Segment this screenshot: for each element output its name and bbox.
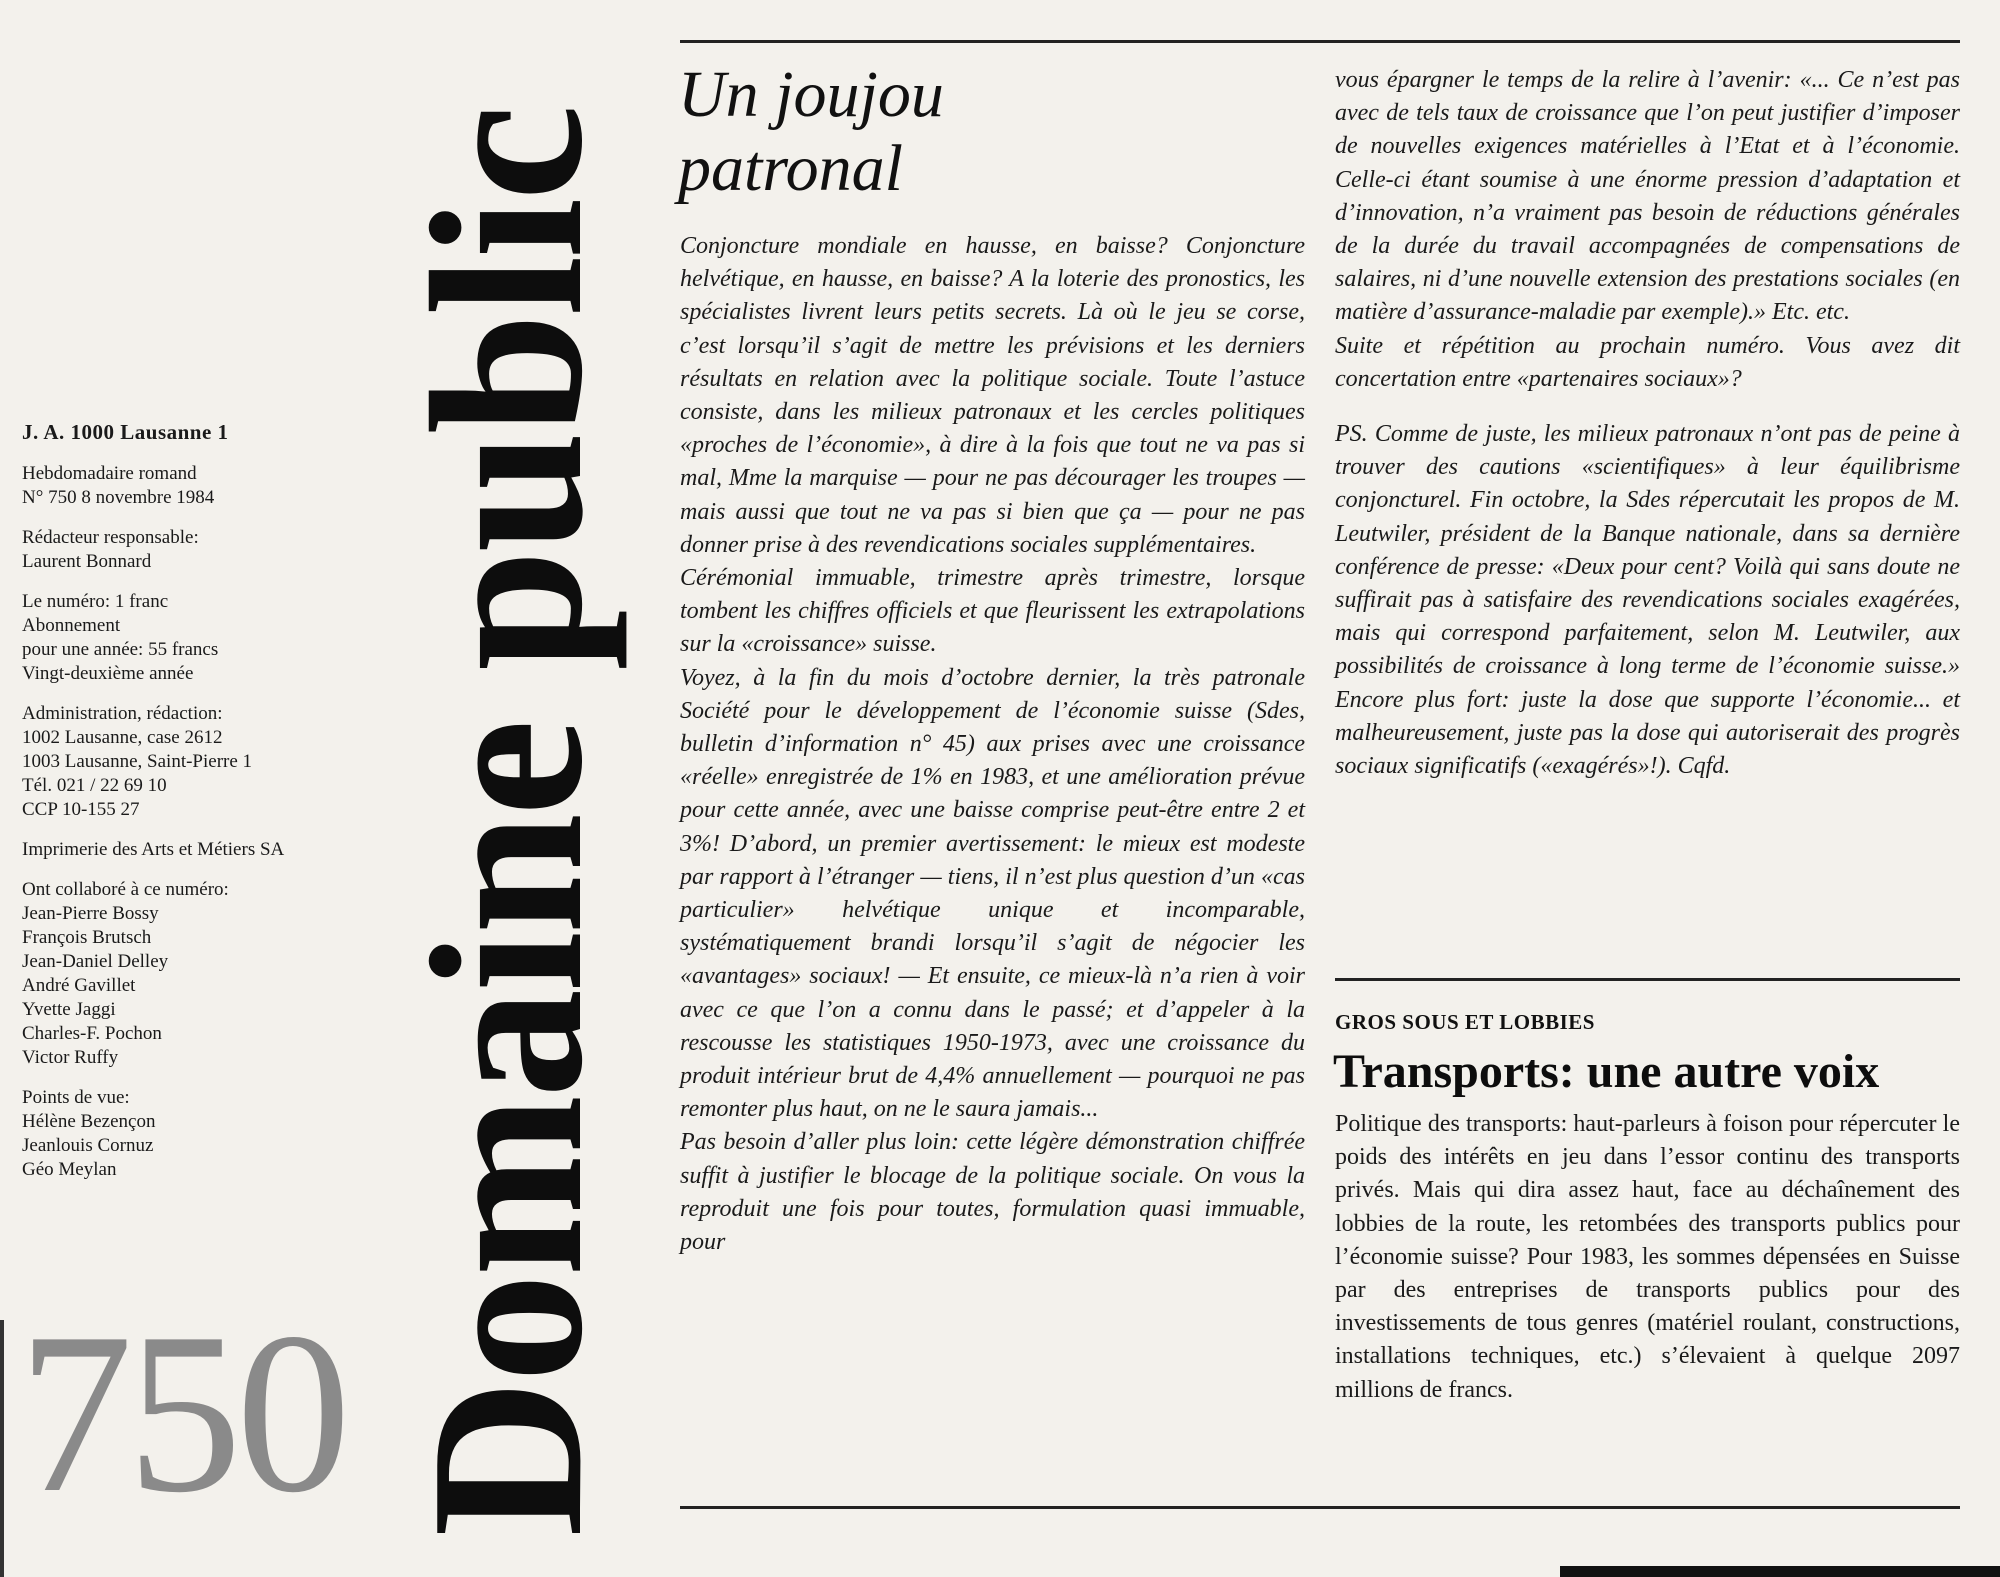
printer-info xyxy=(22,838,382,862)
contributor-name: Victor Ruffy xyxy=(22,1047,119,1068)
article-paragraph: Voyez, à la fin du mois d’octobre dernier, la très patronale Société pour le développement de l’économie suisse (Sdes, bulletin d’information n° 45) aux prises avec une croissance «réelle» enregistrée de 1% en 1983, et une amélioration prévue pour cette année, avec une baisse comprise peut-être entre 2 et 3%! D’abord, un premier avertissement: le mieux est modeste par rapport à l’étranger — tiens, il n’est plus question d’un «cas particulier» helvétique unique et incomparable, systématiquement brandi lorsqu’il s’agit de négocier les «avantages» sociaux! — Et ensuite, ce mieux-là n’a rien à voir avec ce que l’on a connu dans le passé; et d’appeler à la rescousse les statistiques 1950-1973, avec une croissance du produit intérieur brut de 4,4% annuellement — pourquoi ne pas remonter plus haut, on ne le saura jamais... xyxy=(680,664,1305,1123)
scan-edge-shadow xyxy=(1560,1566,2000,1577)
admin-line: 1003 Lausanne, Saint-Pierre 1 xyxy=(22,751,253,772)
editor-label: Rédacteur responsable: xyxy=(22,527,199,548)
viewpoints-label: Points de vue: xyxy=(22,1087,130,1108)
article-paragraph: Conjoncture mondiale en hausse, en baisse? Conjoncture helvétique, en hausse, en baisse? A la loterie des pronostics, les spécialistes livrent leurs petits secrets. Là où le jeu se corse, c’est lorsqu’il s’agit de mettre les prévisions et les derniers résultats en relation avec la politique sociale. Toute l’astuce consiste, dans les milieux patronaux et les cercles politiques «proches de l’économie», à dire à la fois que tout ne va pas si mal, Mme la marquise — pour ne pas décourager les troupes — mais aussi que tout ne va pas si bien que ça — pour ne pas donner prise à des revendications sociales supplémentaires. xyxy=(680,233,1305,558)
pricing-line: pour une année: 55 francs xyxy=(22,639,219,660)
article2-body: Politique des transports: haut-parleurs à foison pour répercuter le poids des intérêts en jeu dans l’essor continu des transports privés. Mais qui dira assez haut, face au déchaînement des lobbies de la route, les retombées des transports publics pour l’économie suisse? Pour 1983, les sommes dépensées en Suisse par des entreprises de transports publics pour des investissements de tous genres (matériel roulant, constructions, installations techniques, etc.) s’élevaient à quelque 2097 millions de francs. xyxy=(1335,1111,1960,1403)
contributor-name: Jean-Pierre Bossy xyxy=(22,903,159,924)
contributor-name: Jean-Daniel Delley xyxy=(22,951,169,972)
weekly-info xyxy=(22,462,382,510)
admin-info xyxy=(22,702,382,822)
publication-title-wrap xyxy=(387,107,628,1537)
admin-line: 1002 Lausanne, case 2612 xyxy=(22,727,223,748)
article-headline xyxy=(678,58,1238,206)
headline-line: Un joujou xyxy=(678,58,944,131)
admin-line: CCP 10-155 27 xyxy=(22,799,140,820)
bottom-rule xyxy=(680,1506,1960,1509)
masthead-info xyxy=(22,420,382,1198)
article-column-2 xyxy=(1335,64,1960,783)
postal-line: J. A. 1000 Lausanne 1 xyxy=(22,420,229,444)
contributor-name: André Gavillet xyxy=(22,975,136,996)
viewpoint-author: Jeanlouis Cornuz xyxy=(22,1135,154,1156)
editor-name: Laurent Bonnard xyxy=(22,551,152,572)
issue-date-line: N° 750 8 novembre 1984 xyxy=(22,487,215,508)
headline-line: patronal xyxy=(678,132,903,205)
viewpoints-info xyxy=(22,1086,382,1182)
pricing-line: Abonnement xyxy=(22,615,121,636)
top-rule xyxy=(680,40,1960,43)
contributors-info xyxy=(22,878,382,1070)
article-paragraph: Cérémonial immuable, trimestre après trimestre, lorsque tombent les chiffres officiels et que fleurissent les extrapolations sur la «croissance» suisse. xyxy=(680,565,1305,658)
printer-line: Imprimerie des Arts et Métiers SA xyxy=(22,839,285,860)
viewpoint-author: Hélène Bezençon xyxy=(22,1111,156,1132)
postscript-paragraph: PS. Comme de juste, les milieux patronaux n’ont pas de peine à trouver des cautions «scientifiques» à leur équilibrisme conjoncturel. Fin octobre, la Sdes répercutait les propos de M. Leutwiler, président de la Banque nationale, dans sa dernière conférence de presse: «Deux pour cent? Voilà qui sans doute ne suffirait pas à satisfaire des revendications sociales exagérées, mais qui correspond parfaitement, selon M. Leutwiler, aux possibilités de croissance à long terme de l’économie suisse.» Encore plus fort: juste la dose que supporte l’économie... et malheureusement, juste pas la dose qui autoriserait des progrès sociaux significatifs («exagérés»!). Cqfd. xyxy=(1335,421,1960,780)
admin-line: Tél. 021 / 22 69 10 xyxy=(22,775,167,796)
contributor-name: Charles-F. Pochon xyxy=(22,1023,162,1044)
weekly-line: Hebdomadaire romand xyxy=(22,463,197,484)
article-separator-rule xyxy=(1335,978,1960,981)
contributors-label: Ont collaboré à ce numéro: xyxy=(22,879,229,900)
article-paragraph: Suite et répétition au prochain numéro. Vous avez dit concertation entre «partenaires sociaux»? xyxy=(1335,332,1960,392)
viewpoint-author: Géo Meylan xyxy=(22,1159,117,1180)
pricing-line: Le numéro: 1 franc xyxy=(22,591,169,612)
article2-headline: Transports: une autre voix xyxy=(1333,1045,1880,1098)
issue-number: 750 xyxy=(18,1285,345,1540)
article-paragraph: vous épargner le temps de la relire à l’avenir: «... Ce n’est pas avec de tels taux de croissance que l’on peut justifier d’imposer de nouvelles exigences matérielles à l’Etat et à l’économie. Celle-ci étant soumise à une énorme pression d’adaptation et d’innovation, n’a vraiment pas besoin de réductions générales de la durée du travail accompagnées de compensations de salaires, ni d’une nouvelle extension des prestations sociales (en matière d’assurance-maladie par exemple).» Etc. etc. xyxy=(1335,67,1960,326)
article2-kicker: GROS SOUS ET LOBBIES xyxy=(1335,1010,1595,1034)
scan-left-edge xyxy=(0,1320,4,1577)
pricing-line: Vingt-deuxième année xyxy=(22,663,194,684)
contributor-name: François Brutsch xyxy=(22,927,152,948)
article-column-1 xyxy=(680,230,1305,1259)
contributor-name: Yvette Jaggi xyxy=(22,999,116,1020)
editor-info xyxy=(22,526,382,574)
article-paragraph: Pas besoin d’aller plus loin: cette légère démonstration chiffrée suffit à justifier le blocage de la politique sociale. On vous la reproduit une fois pour toutes, formulation quasi immuable, pour xyxy=(680,1129,1305,1256)
admin-line: Administration, rédaction: xyxy=(22,703,223,724)
pricing-info xyxy=(22,590,382,686)
publication-title: Domaine public xyxy=(387,107,628,1537)
